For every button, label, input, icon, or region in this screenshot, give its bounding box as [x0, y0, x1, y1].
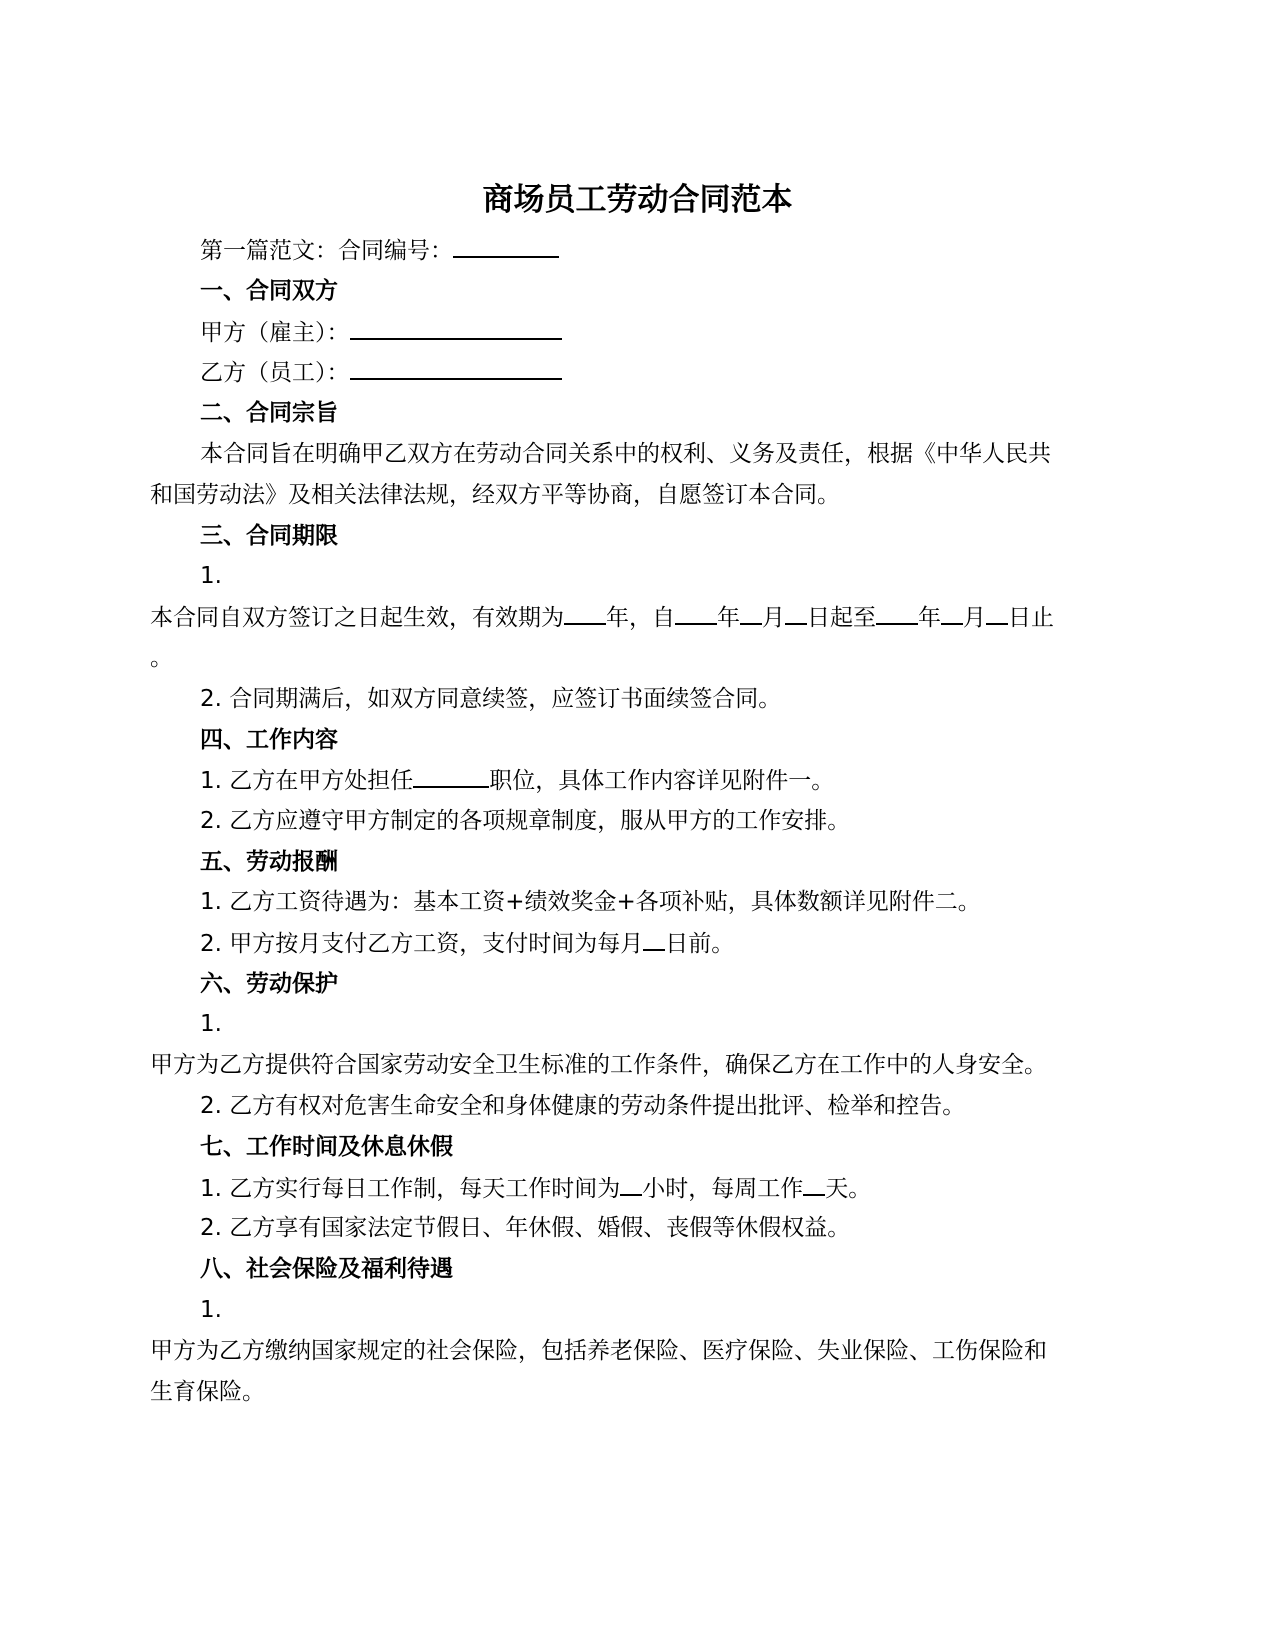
term-years-blank	[564, 601, 606, 625]
term-text-f: 年	[918, 605, 941, 631]
contract-number-label: 第一篇范文：合同编号：	[200, 238, 453, 264]
start-year-blank	[675, 601, 717, 625]
section-3-heading: 三、合同期限	[200, 523, 338, 549]
term-text-h: 日止	[1008, 605, 1054, 631]
party-a-line	[200, 316, 562, 349]
days-blank	[803, 1172, 825, 1196]
end-day-blank	[986, 601, 1008, 625]
section-4-heading: 四、工作内容	[200, 727, 338, 753]
term-text-c: 年	[717, 605, 740, 631]
contract-number-line	[200, 234, 559, 267]
term-text-b: 年，自	[606, 605, 675, 631]
term-item-1-end: 。	[150, 645, 173, 671]
contract-number-blank	[453, 234, 559, 258]
term-text-a: 本合同自双方签订之日起生效，有效期为	[150, 605, 564, 631]
hours-item-1-text-a: 1. 乙方实行每日工作制，每天工作时间为	[200, 1176, 621, 1202]
term-text-d: 月	[762, 605, 785, 631]
term-text-e: 日起至	[807, 605, 876, 631]
position-blank	[413, 764, 489, 788]
hours-item-1-text-c: 天。	[825, 1176, 872, 1202]
document-title: 商场员工劳动合同范本	[482, 182, 793, 218]
hours-item-1	[200, 1172, 871, 1205]
section-6-heading: 六、劳动保护	[200, 971, 338, 997]
pay-item-1: 1. 乙方工资待遇为：基本工资+绩效奖金+各项补贴，具体数额详见附件二。	[200, 889, 981, 915]
party-b-blank	[350, 356, 562, 380]
work-item-1-text-a: 1. 乙方在甲方处担任	[200, 768, 414, 794]
pay-item-2	[200, 927, 734, 960]
work-item-1	[200, 764, 834, 797]
section-2-heading: 二、合同宗旨	[200, 400, 338, 426]
section-5-heading: 五、劳动报酬	[200, 849, 338, 875]
pay-item-2-text-a: 2. 甲方按月支付乙方工资，支付时间为每月	[200, 931, 644, 957]
protection-item-1-number: 1.	[200, 1011, 222, 1037]
term-item-1-number: 1.	[200, 563, 222, 589]
party-a-blank	[350, 316, 562, 340]
end-month-blank	[941, 601, 963, 625]
term-item-1-text	[150, 601, 1054, 634]
start-day-blank	[785, 601, 807, 625]
protection-item-1-text: 甲方为乙方提供符合国家劳动安全卫生标准的工作条件，确保乙方在工作中的人身安全。	[150, 1052, 1047, 1078]
term-text-g: 月	[963, 605, 986, 631]
protection-item-2: 2. 乙方有权对危害生命安全和身体健康的劳动条件提出批评、检举和控告。	[200, 1093, 966, 1119]
end-year-blank	[876, 601, 918, 625]
section-7-heading: 七、工作时间及休息休假	[200, 1134, 453, 1160]
purpose-text-line-1: 本合同旨在明确甲乙双方在劳动合同关系中的权利、义务及责任，根据《中华人民共	[200, 441, 1051, 467]
start-month-blank	[740, 601, 762, 625]
section-8-heading: 八、社会保险及福利待遇	[200, 1256, 453, 1282]
pay-item-2-text-b: 日前。	[665, 931, 735, 957]
hours-item-1-text-b: 小时，每周工作	[642, 1176, 804, 1202]
section-1-heading: 一、合同双方	[200, 278, 338, 304]
insurance-item-1-number: 1.	[200, 1297, 222, 1323]
term-item-2: 2. 合同期满后，如双方同意续签，应签订书面续签合同。	[200, 686, 782, 712]
work-item-1-text-b: 职位，具体工作内容详见附件一。	[489, 768, 835, 794]
insurance-item-1-line-2: 生育保险。	[150, 1379, 265, 1405]
hours-blank	[620, 1172, 642, 1196]
party-b-label: 乙方（员工）：	[200, 360, 350, 386]
party-b-line	[200, 356, 562, 389]
pay-day-blank	[643, 927, 665, 951]
purpose-text-line-2: 和国劳动法》及相关法律法规，经双方平等协商，自愿签订本合同。	[150, 482, 840, 508]
insurance-item-1-line-1: 甲方为乙方缴纳国家规定的社会保险，包括养老保险、医疗保险、失业保险、工伤保险和	[150, 1338, 1047, 1364]
party-a-label: 甲方（雇主）：	[200, 320, 350, 346]
hours-item-2: 2. 乙方享有国家法定节假日、年休假、婚假、丧假等休假权益。	[200, 1215, 851, 1241]
work-item-2: 2. 乙方应遵守甲方制定的各项规章制度，服从甲方的工作安排。	[200, 808, 851, 834]
